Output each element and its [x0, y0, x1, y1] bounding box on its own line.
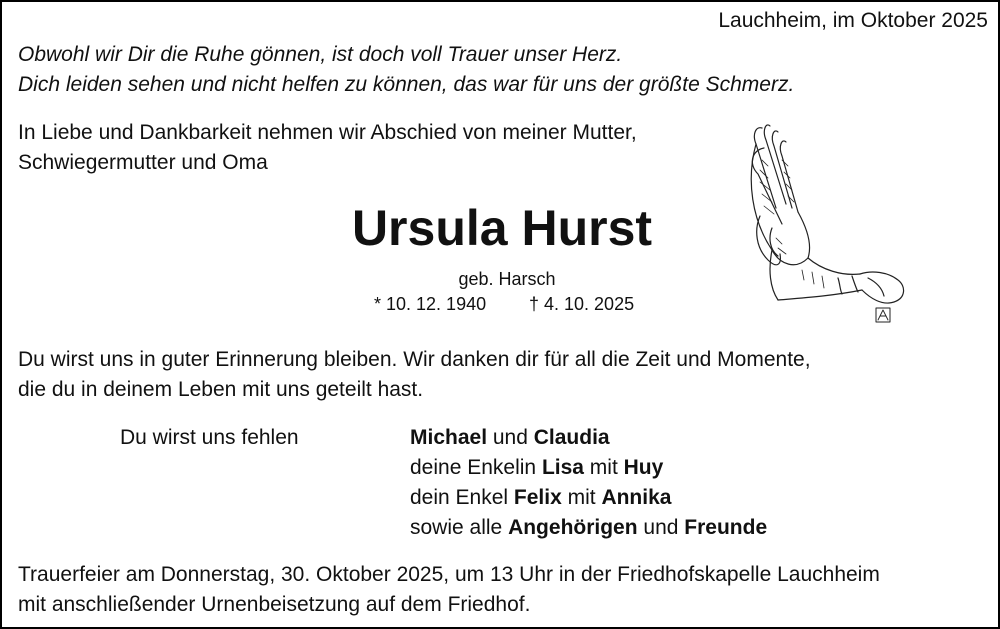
birth-date: * 10. 12. 1940	[374, 294, 487, 314]
family-member: Freunde	[684, 516, 768, 539]
poem-line: Dich leiden sehen und nicht helfen zu können, das war für uns der größte Schmerz.	[18, 73, 795, 96]
death-date: † 4. 10. 2025	[529, 294, 635, 314]
relation: sowie alle	[410, 516, 509, 539]
funeral-service-info	[18, 560, 880, 620]
connector: und	[487, 426, 534, 449]
connector: mit	[561, 486, 602, 509]
family-member: Huy	[623, 456, 664, 479]
family-member: Michael	[410, 426, 488, 449]
family-member: Lisa	[541, 456, 584, 479]
service-line: mit anschließender Urnenbeisetzung auf dem Friedhof.	[18, 593, 531, 616]
family-member: Claudia	[533, 426, 610, 449]
family-member: Annika	[601, 486, 672, 509]
miss-label: Du wirst uns fehlen	[120, 426, 299, 449]
relation: dein Enkel	[410, 486, 514, 509]
family-member: Angehörigen	[508, 516, 638, 539]
connector: mit	[583, 456, 624, 479]
deceased-name: Ursula Hurst	[351, 200, 653, 256]
poem	[18, 40, 794, 100]
intro-line: In Liebe und Dankbarkeit nehmen wir Abschied von meiner Mutter,	[18, 121, 637, 144]
relation: deine Enkelin	[410, 456, 542, 479]
praying-hands-icon	[742, 120, 912, 330]
family-member: Felix	[513, 486, 562, 509]
family-line	[410, 453, 767, 483]
intro-line: Schwiegermutter und Oma	[18, 151, 268, 174]
family-line	[410, 513, 767, 543]
intro-text	[18, 118, 637, 178]
service-line: Trauerfeier am Donnerstag, 30. Oktober 2025, um 13 Uhr in der Friedhofskapelle Lauchheim	[18, 563, 880, 586]
family-line	[410, 483, 767, 513]
connector: und	[637, 516, 685, 539]
place-date: Lauchheim, im Oktober 2025	[718, 9, 988, 32]
maiden-name: geb. Harsch	[458, 269, 556, 289]
family-list	[410, 423, 767, 543]
message-line: die du in deinem Leben mit uns geteilt hast.	[18, 378, 424, 401]
poem-line: Obwohl wir Dir die Ruhe gönnen, ist doch voll Trauer unser Herz.	[18, 43, 623, 66]
remembrance-message	[18, 345, 811, 405]
message-line: Du wirst uns in guter Erinnerung bleiben. Wir danken dir für all die Zeit und Momente,	[18, 348, 811, 371]
family-line	[410, 423, 767, 453]
